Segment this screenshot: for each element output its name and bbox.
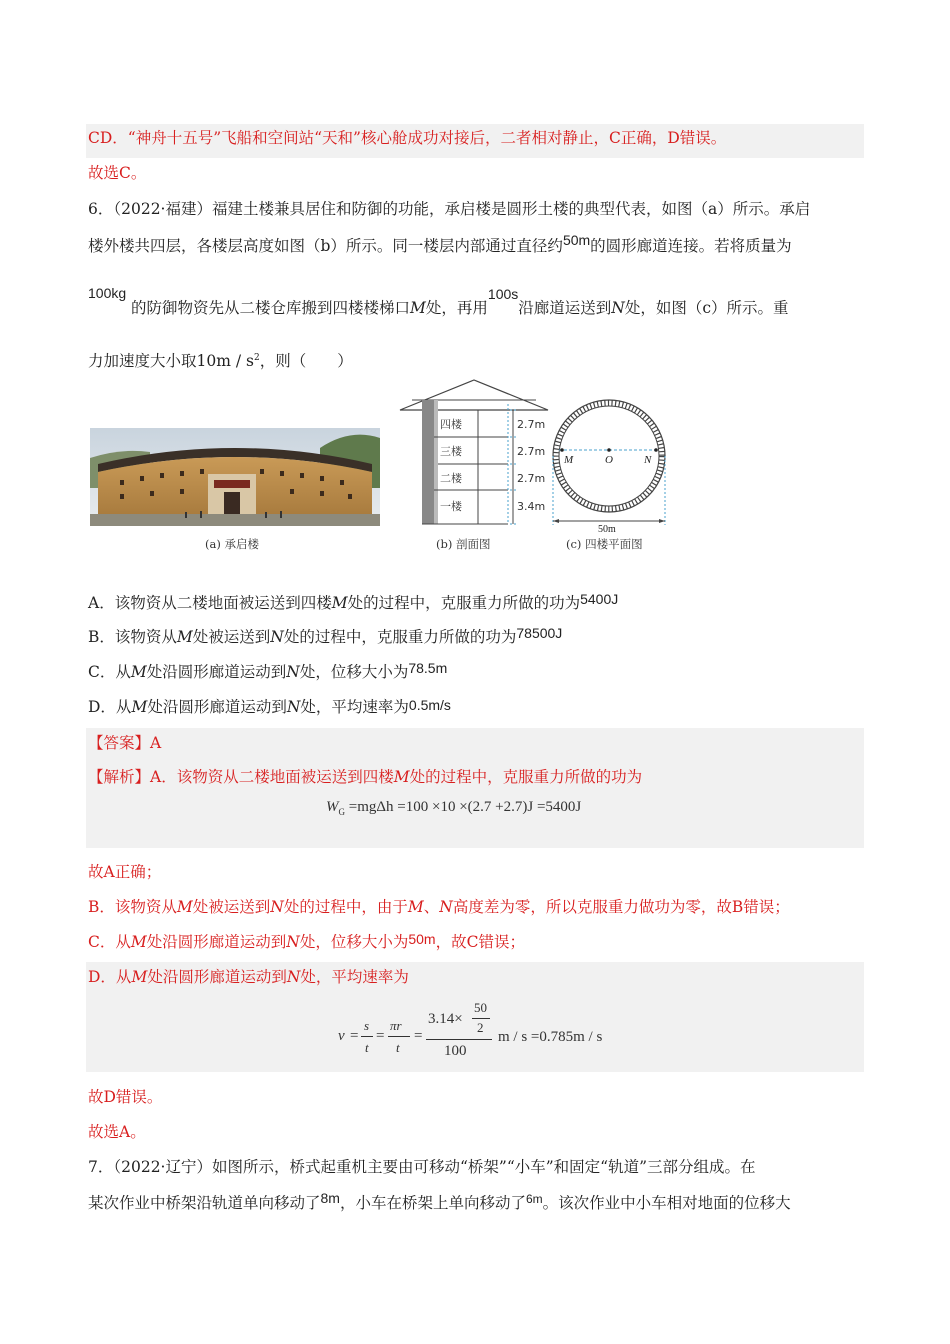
a-correct: 故A正确； bbox=[88, 863, 162, 881]
plan-diagram bbox=[550, 383, 668, 533]
q6-line3-val: 100kg bbox=[88, 285, 127, 301]
plan-label-n: N bbox=[644, 454, 652, 466]
q6-line4: 力加速度大小取$10m / s^2$，则（ ） bbox=[88, 352, 353, 371]
fig-c-caption: (c) 四楼平面图 bbox=[566, 537, 643, 551]
option-b: B．该物资从M处被运送到N处的过程中，克服重力所做的功为78500J bbox=[88, 625, 563, 646]
equation-speed: v = s t = πr t = 3.14× 50 2 100 m / s =0.785m / s bbox=[338, 1000, 603, 1059]
q7-line1: 7．（2022·辽宁）如图所示，桥式起重机主要由可移动“桥架”“小车”和固定“轨道”三部分组成。在 bbox=[88, 1158, 756, 1176]
plan-label-o: O bbox=[605, 454, 613, 466]
analysis-b-line: B．该物资从M处被运送到N处的过程中，由于M、N高度差为零，所以克服重力做功为零，故B错误； bbox=[88, 898, 790, 916]
floor-1-label: 一楼 bbox=[440, 500, 462, 513]
fig-a-caption: (a) 承启楼 bbox=[205, 537, 259, 551]
floor-3-label: 三楼 bbox=[440, 445, 462, 458]
answer-line: 【答案】A bbox=[88, 734, 162, 752]
height-3-label: 2.7m bbox=[517, 445, 546, 458]
q6-choose: 故选A。 bbox=[88, 1123, 146, 1141]
q7-line2: 某次作业中桥架沿轨道单向移动了8m，小车在桥架上单向移动了$^{6m}$。该次作业中小车相对地面的位移大 bbox=[88, 1190, 791, 1212]
option-d: D．从M处沿圆形廊道运动到N处，平均速率为0.5m/s bbox=[88, 697, 451, 716]
plan-diameter-label: 50m bbox=[598, 524, 616, 533]
fig-b-caption: (b) 剖面图 bbox=[436, 537, 491, 551]
analysis-c-line: C．从M处沿圆形廊道运动到N处，位移大小为50m，故C错误； bbox=[88, 931, 525, 951]
plan-label-m: M bbox=[564, 454, 574, 466]
q6-line3: 的防御物资先从二楼仓库搬到四楼楼梯口M处，再用100s沿廊道运送到N处，如图（c）所示。重 bbox=[131, 286, 789, 317]
analysis-a-line: 【解析】A．该物资从二楼地面被运送到四楼M处的过程中，克服重力所做的功为 bbox=[88, 768, 643, 786]
prev-cd-line: CD．“神舟十五号”飞船和空间站“天和”核心舱成功对接后，二者相对静止，C正确，D错误。 bbox=[88, 129, 727, 147]
q6-line2: 楼外楼共四层，各楼层高度如图（b）所示。同一楼层内部通过直径约50m的圆形廊道连接。若将质量为 bbox=[88, 232, 792, 255]
prev-choose: 故选C。 bbox=[88, 164, 147, 182]
height-1-label: 3.4m bbox=[517, 500, 546, 513]
section-diagram bbox=[390, 378, 558, 528]
d-wrong: 故D错误。 bbox=[88, 1088, 163, 1106]
height-4-label: 2.7m bbox=[517, 418, 546, 431]
height-2-label: 2.7m bbox=[517, 472, 546, 485]
option-a: A．该物资从二楼地面被运送到四楼M处的过程中，克服重力所做的功为5400J bbox=[88, 591, 619, 612]
tulou-photo bbox=[90, 428, 380, 526]
analysis-shade-1 bbox=[86, 728, 864, 848]
floor-4-label: 四楼 bbox=[440, 418, 462, 431]
equation-work: $W_G =mg\Delta h =100 \times 10 \times(2.7 +2.7)J =5400J$ bbox=[326, 799, 582, 817]
option-c: C．从M处沿圆形廊道运动到N处，位移大小为78.5m bbox=[88, 660, 448, 681]
analysis-d-line: D．从M处沿圆形廊道运动到N处，平均速率为 bbox=[88, 968, 409, 986]
q6-line1: 6．（2022·福建）福建土楼兼具居住和防御的功能，承启楼是圆形土楼的典型代表，如图（a）所示。承启 bbox=[88, 200, 811, 218]
floor-2-label: 二楼 bbox=[440, 472, 462, 485]
